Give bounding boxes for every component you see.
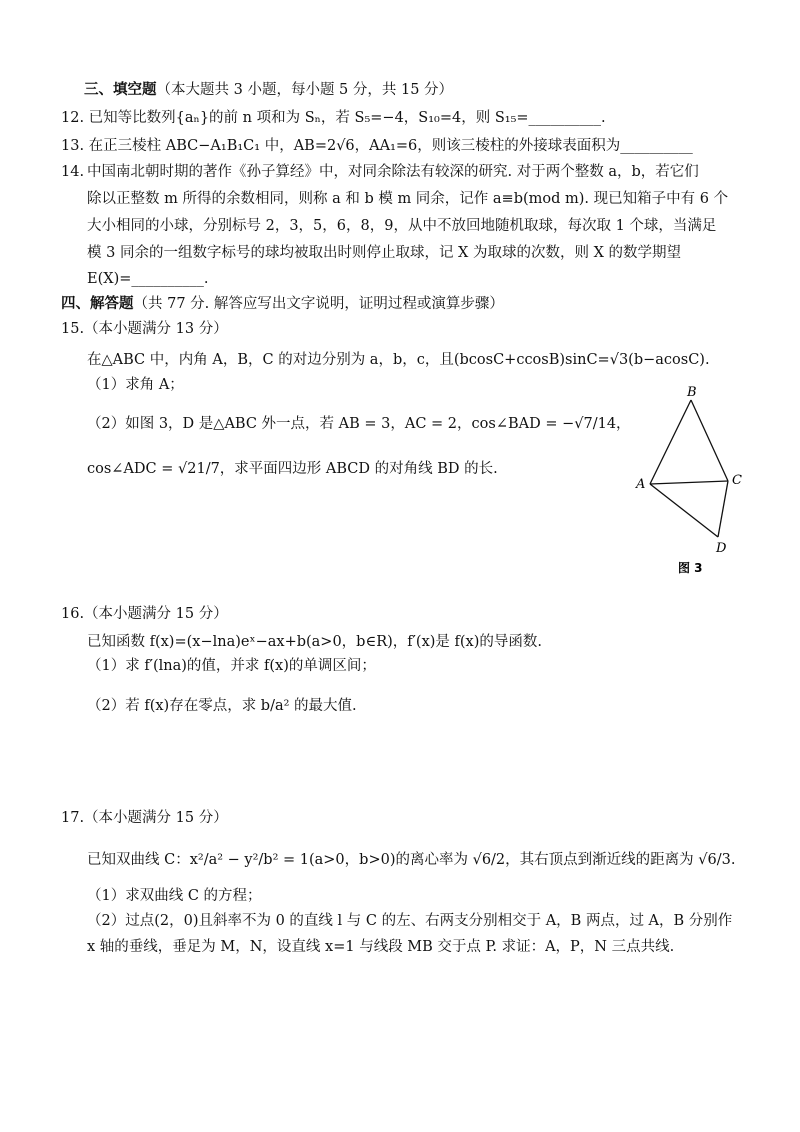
q16-part2: （2）若 f(x)存在零点，求 b/a² 的最大值.	[87, 698, 357, 714]
vertex-label-b: B	[687, 385, 697, 400]
q14-number: 14.	[61, 164, 85, 180]
q17-part2-line2: x 轴的垂线，垂足为 M，N，设直线 x=1 与线段 MB 交于点 P. 求证：A，P，N 三点共线.	[87, 939, 675, 955]
section4-header	[61, 294, 504, 314]
q14-line: 模 3 同余的一组数字标号的球均被取出时则停止取球，记 X 为取球的次数，则 X 的数学期望	[87, 245, 682, 261]
question-13	[61, 136, 693, 156]
q12-text: 已知等比数列{aₙ}的前 n 项和为 Sₙ，若 S₅=−4，S₁₀=4，则 S₁₅=__________.	[88, 110, 606, 126]
q14-line: 中国南北朝时期的著作《孙子算经》中，对同余除法有较深的研究. 对于两个整数 a，b，若它们	[87, 164, 699, 180]
section3-note: （本大题共 3 小题，每小题 5 分，共 15 分）	[156, 82, 454, 98]
section3-header	[84, 80, 453, 100]
q17-part1: （1）求双曲线 C 的方程；	[87, 888, 262, 904]
q14-line: E(X)=__________.	[87, 271, 209, 287]
q17-part2-line1: （2）过点(2，0)且斜率不为 0 的直线 l 与 C 的左、右两支分别相交于 A，B 两点，过 A，B 分别作	[87, 913, 733, 929]
q15-part1: （1）求角 A；	[87, 377, 184, 393]
q13-text: 在正三棱柱 ABC−A₁B₁C₁ 中，AB=2√6，AA₁=6，则该三棱柱的外接球表面积为__________	[88, 138, 693, 154]
edge-cd	[718, 481, 728, 537]
edge-bc	[691, 400, 728, 481]
quadrilateral-abcd-diagram	[628, 384, 756, 580]
q17-header: 17.（本小题满分 15 分）	[61, 810, 228, 826]
section3-heading: 三、填空题	[84, 81, 157, 98]
section4-heading: 四、解答题	[61, 295, 134, 312]
q15-part2-line2: cos∠ADC = √21/7，求平面四边形 ABCD 的对角线 BD 的长.	[87, 461, 498, 477]
q15-header: 15.（本小题满分 13 分）	[61, 321, 228, 337]
q14-line: 除以正整数 m 所得的余数相同，则称 a 和 b 模 m 同余，记作 a≡b(mod m). 现已知箱子中有 6 个	[87, 191, 729, 207]
q14-line: 大小相同的小球，分别标号 2，3，5，6，8，9，从中不放回地随机取球，每次取 1 个球，当满足	[87, 218, 717, 234]
vertex-label-d: D	[716, 541, 727, 556]
q15-part2-line1: （2）如图 3，D 是△ABC 外一点，若 AB = 3，AC = 2，cos∠BAD = −√7/14，	[87, 416, 631, 432]
q16-stem: 已知函数 f(x)=(x−lna)eˣ−ax+b(a>0，b∈R)，f′(x)是 f(x)的导函数.	[87, 634, 543, 650]
q16-header: 16.（本小题满分 15 分）	[61, 606, 228, 622]
question-12	[61, 108, 606, 128]
vertex-label-c: C	[732, 473, 742, 488]
vertex-label-a: A	[636, 477, 646, 492]
edge-ac	[650, 481, 728, 484]
q15-stem: 在△ABC 中，内角 A，B，C 的对边分别为 a，b，c，且(bcosC+ccosB)sinC=√3(b−acosC).	[87, 352, 710, 368]
edge-ab	[650, 400, 691, 484]
q12-number: 12.	[61, 110, 85, 126]
figure-3	[628, 384, 756, 580]
q16-part1: （1）求 f′(lna)的值，并求 f(x)的单调区间；	[87, 658, 376, 674]
edge-ad	[650, 484, 718, 537]
figure-caption: 图 3	[678, 561, 703, 575]
section4-note: （共 77 分. 解答应写出文字说明，证明过程或演算步骤）	[133, 296, 504, 312]
q17-stem: 已知双曲线 C：x²/a² − y²/b² = 1(a>0，b>0)的离心率为 √6/2，其右顶点到渐近线的距离为 √6/3.	[87, 852, 736, 868]
q13-number: 13.	[61, 138, 85, 154]
